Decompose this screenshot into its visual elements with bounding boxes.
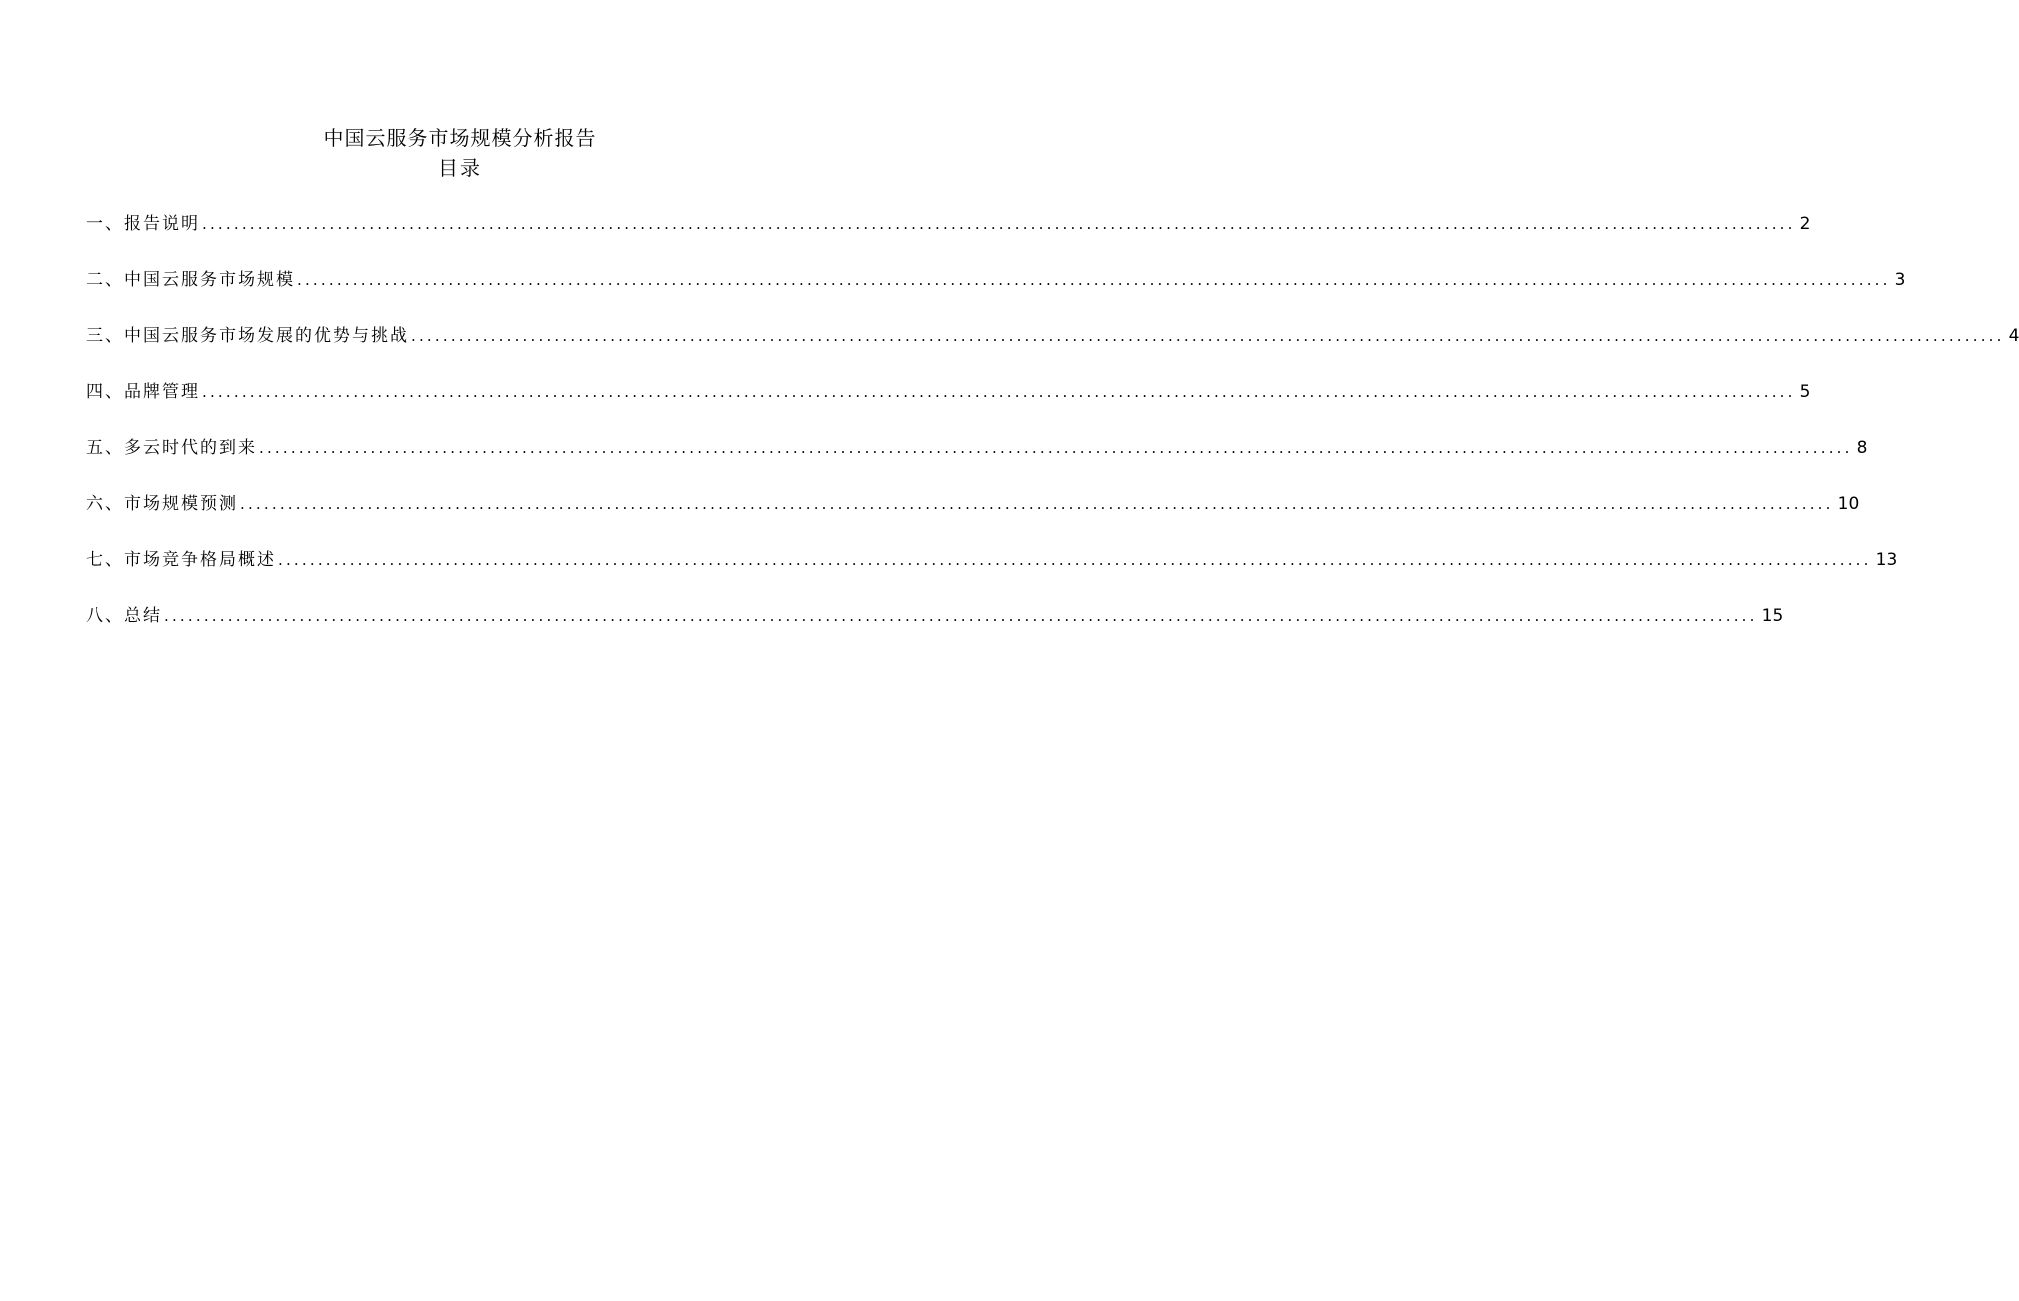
toc-entry-label: 一、报告说明: [86, 214, 200, 234]
toc-entry-page-number: 3: [1894, 270, 1906, 290]
toc-entry-label: 七、市场竞争格局概述: [86, 550, 276, 570]
toc-entry[interactable]: [86, 435, 1868, 461]
toc-entry-page-number: 13: [1875, 550, 1898, 570]
toc-dot-leader: ........................................................................................................................................................................................................: [240, 495, 1834, 513]
toc-entry-page-number: 2: [1799, 214, 1811, 234]
toc-entry-label: 八、总结: [86, 606, 162, 626]
toc-entry-label: 四、品牌管理: [86, 382, 200, 402]
toc-entry[interactable]: [86, 547, 1898, 573]
toc-entry-page-number: 10: [1837, 494, 1860, 514]
document-title: 中国云服务市场规模分析报告: [323, 126, 597, 150]
toc-heading: 目录: [438, 156, 482, 180]
toc-entry-label: 五、多云时代的到来: [86, 438, 257, 458]
toc-entry-page-number: 15: [1761, 606, 1784, 626]
toc-entry-label: 三、中国云服务市场发展的优势与挑战: [86, 326, 409, 346]
toc-dot-leader: ........................................................................................................................................................................................................: [297, 271, 1891, 289]
toc-dot-leader: ........................................................................................................................................................................................................: [164, 607, 1758, 625]
toc-entry[interactable]: [86, 379, 1811, 405]
toc-entry[interactable]: [86, 603, 1784, 629]
toc-entry-label: 二、中国云服务市场规模: [86, 270, 295, 290]
toc-entry-label: 六、市场规模预测: [86, 494, 238, 514]
toc-entry[interactable]: [86, 323, 2019, 349]
toc-dot-leader: ........................................................................................................................................................................................................: [202, 383, 1796, 401]
toc-dot-leader: ........................................................................................................................................................................................................: [202, 215, 1796, 233]
toc-dot-leader: ........................................................................................................................................................................................................: [411, 327, 2005, 345]
toc-entry-page-number: 5: [1799, 382, 1811, 402]
toc-dot-leader: ........................................................................................................................................................................................................: [259, 439, 1853, 457]
toc-dot-leader: ........................................................................................................................................................................................................: [278, 551, 1872, 569]
toc-entry-page-number: 8: [1856, 438, 1868, 458]
toc-entry[interactable]: [86, 267, 1906, 293]
toc-entry-page-number: 4: [2008, 326, 2019, 346]
toc-entry[interactable]: [86, 211, 1811, 237]
toc-entry[interactable]: [86, 491, 1860, 517]
